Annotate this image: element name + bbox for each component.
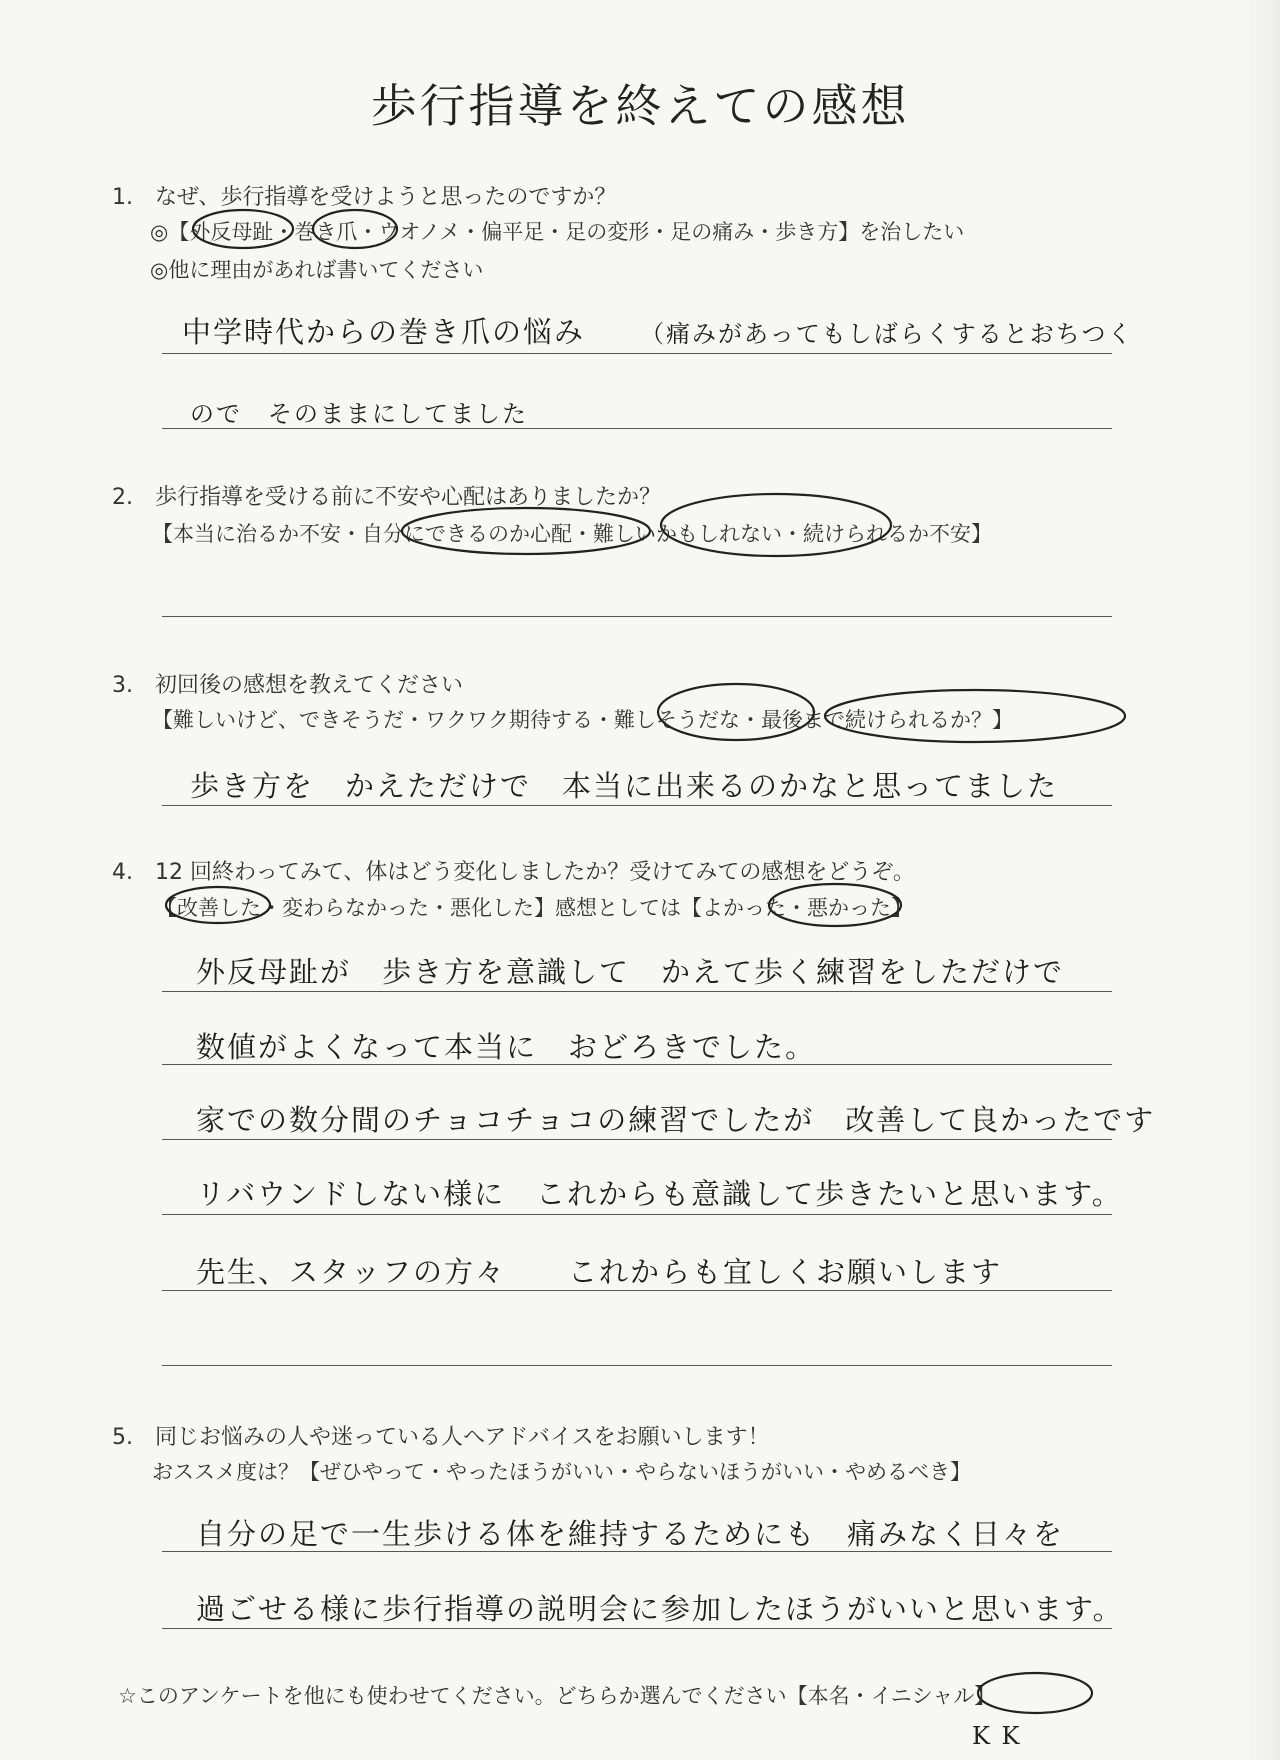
- q5-question: 5. 同じお悩みの人や迷っている人へアドバイスをお願いします！: [112, 1425, 770, 1450]
- circle-mark: [166, 887, 270, 923]
- circle-mark: [661, 494, 891, 556]
- q4-question: 4. 12 回終わってみて、体はどう変化しましたか？受けてみての感想をどうぞ。: [112, 860, 915, 885]
- q3-options: 【難しいけど、できそうだ・ワクワク期待する・難しそうだな・最後まで続けられるか？】: [152, 708, 1013, 732]
- q4-answer-line-5: 先生、スタッフの方々 これからも宜しくお願いします: [196, 1255, 1003, 1289]
- circle-mark: [825, 690, 1125, 742]
- q5-options: おススメ度は？【ぜひやって・やったほうがいい・やらないほうがいい・やめるべき】: [152, 1460, 971, 1484]
- circle-mark: [402, 508, 650, 554]
- q3-question: 3. 初回後の感想を教えてください: [112, 673, 463, 698]
- circle-mark: [193, 210, 293, 248]
- q1-answer-line-1: 中学時代からの巻き爪の悩み: [182, 315, 586, 349]
- q4-answer-line-2: 数値がよくなって本当に おどろきでした。: [196, 1030, 817, 1064]
- circle-mark: [978, 1673, 1092, 1713]
- q3-answer-line-1: 歩き方を かえただけで 本当に出来るのかなと思ってました: [190, 769, 1059, 803]
- q5-answer-line-2: 過ごせる様に歩行指導の説明会に参加したほうがいいと思います。: [196, 1592, 1124, 1626]
- q1-options: ◎【外反母趾・巻き爪・ウオノメ・偏平足・足の変形・足の痛み・歩き方】を治したい: [150, 220, 965, 244]
- q4-answer-line-1: 外反母趾が 歩き方を意識して かえて歩く練習をしただけで: [196, 955, 1065, 989]
- q2-question: 2. 歩行指導を受ける前に不安や心配はありましたか？: [112, 485, 661, 510]
- circle-mark: [313, 210, 397, 248]
- q1-other-prompt: ◎他に理由があれば書いてください: [150, 258, 484, 282]
- q5-answer-line-1: 自分の足で一生歩ける体を維持するためにも 痛みなく日々を: [196, 1517, 1065, 1551]
- q1-answer-line-1b: （痛みがあってもしばらくするとおちつく: [640, 320, 1134, 348]
- circle-mark: [769, 884, 901, 926]
- q1-question: 1. なぜ、歩行指導を受けようと思ったのですか？: [112, 185, 617, 210]
- consent-note: ☆このアンケートを他にも使わせてください。どちらか選んでください【本名・イニシャル】: [118, 1684, 996, 1708]
- q2-options: 【本当に治るか不安・自分にできるのか心配・難しいかもしれない・続けられるか不安】: [152, 522, 992, 546]
- circle-mark: [658, 684, 814, 740]
- q4-answer-line-3: 家での数分間のチョコチョコの練習でしたが 改善して良かったです: [196, 1103, 1156, 1137]
- q4-options: 【改善した・変わらなかった・悪化した】感想としては【よかった・悪かった】: [156, 896, 912, 920]
- initials-signature: K K: [972, 1722, 1022, 1750]
- q4-answer-line-4: リバウンドしない様に これからも意識して歩きたいと思います。: [196, 1177, 1123, 1211]
- q1-answer-line-2: ので そのままにしてました: [190, 400, 528, 428]
- page-title: 歩行指導を終えての感想: [370, 79, 910, 133]
